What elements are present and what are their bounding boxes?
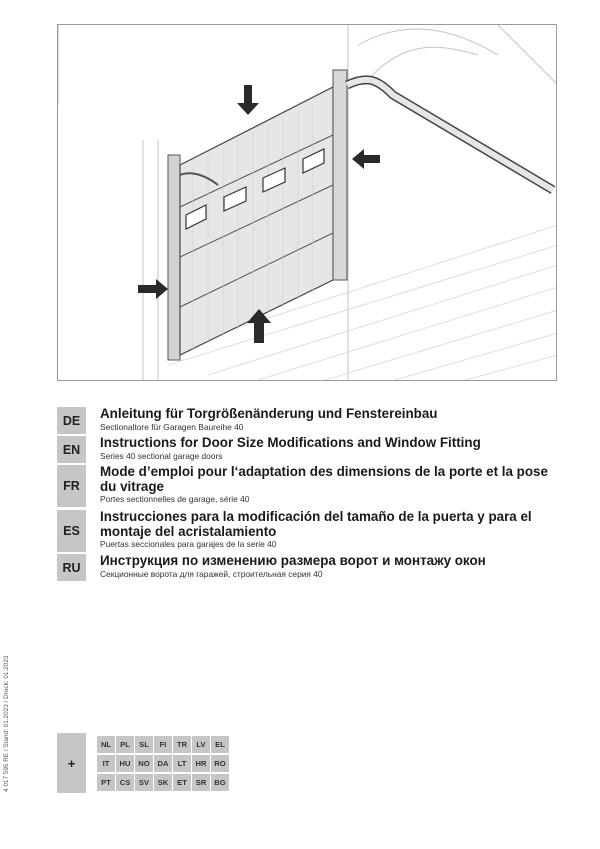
- section-title: Anleitung für Torgrößenänderung und Fenstereinbau: [100, 406, 438, 421]
- lang-code-cell: FI: [154, 736, 172, 753]
- lang-code-cell: IT: [97, 755, 115, 772]
- lang-code-cell: LV: [192, 736, 210, 753]
- section-subtitle: Sectionaltore für Garagen Baureihe 40: [100, 421, 244, 432]
- garage-door-drawing: [58, 25, 557, 381]
- lang-code-cell: BG: [211, 774, 229, 791]
- lang-code-cell: TR: [173, 736, 191, 753]
- lang-code-cell: ET: [173, 774, 191, 791]
- lang-code-cell: PL: [116, 736, 134, 753]
- lang-code-cell: LT: [173, 755, 191, 772]
- section-title: Instructions for Door Size Modifications and Window Fitting: [100, 435, 481, 450]
- section-subtitle: Series 40 sectional garage doors: [100, 450, 223, 461]
- lang-badge-ru: RU: [57, 554, 86, 581]
- lang-code-cell: CS: [116, 774, 134, 791]
- lang-badge-de: DE: [57, 407, 86, 434]
- more-languages-plus: +: [57, 733, 86, 793]
- section-subtitle: Секционные ворота для гаражей, строительная серия 40: [100, 568, 323, 579]
- lang-code-cell: SR: [192, 774, 210, 791]
- lang-code-cell: NL: [97, 736, 115, 753]
- lang-code-cell: SK: [154, 774, 172, 791]
- section-title: Mode d’emploi pour l‘adaptation des dimensions de la porte et la pose du vitrage: [100, 464, 548, 494]
- lang-code-cell: NO: [135, 755, 153, 772]
- section-subtitle: Portes sectionnelles de garage, série 40: [100, 494, 250, 504]
- lang-code-cell: HU: [116, 755, 134, 772]
- cover-illustration: [57, 24, 557, 381]
- arrow-left-icon: [352, 149, 380, 169]
- lang-badge-es: ES: [57, 510, 86, 552]
- lang-code-cell: SL: [135, 736, 153, 753]
- lang-code-cell: PT: [97, 774, 115, 791]
- lang-code-cell: EL: [211, 736, 229, 753]
- section-title: Instrucciones para la modificación del tamaño de la puerta y para el montaje del acristalamiento: [100, 509, 532, 539]
- more-languages-grid: [97, 736, 229, 791]
- print-code: 4 017 595 RE / Stand: 01.2023 / Druck: 01.2023: [3, 655, 10, 792]
- lang-badge-fr: FR: [57, 465, 86, 507]
- arrow-down-icon: [237, 85, 259, 115]
- section-subtitle: Puertas seccionales para garajes de la serie 40: [100, 539, 277, 549]
- lang-badge-en: EN: [57, 436, 86, 463]
- lang-code-cell: SV: [135, 774, 153, 791]
- lang-code-cell: RO: [211, 755, 229, 772]
- lang-code-cell: HR: [192, 755, 210, 772]
- section-title: Инструкция по изменению размера ворот и монтажу окон: [100, 553, 486, 568]
- lang-code-cell: DA: [154, 755, 172, 772]
